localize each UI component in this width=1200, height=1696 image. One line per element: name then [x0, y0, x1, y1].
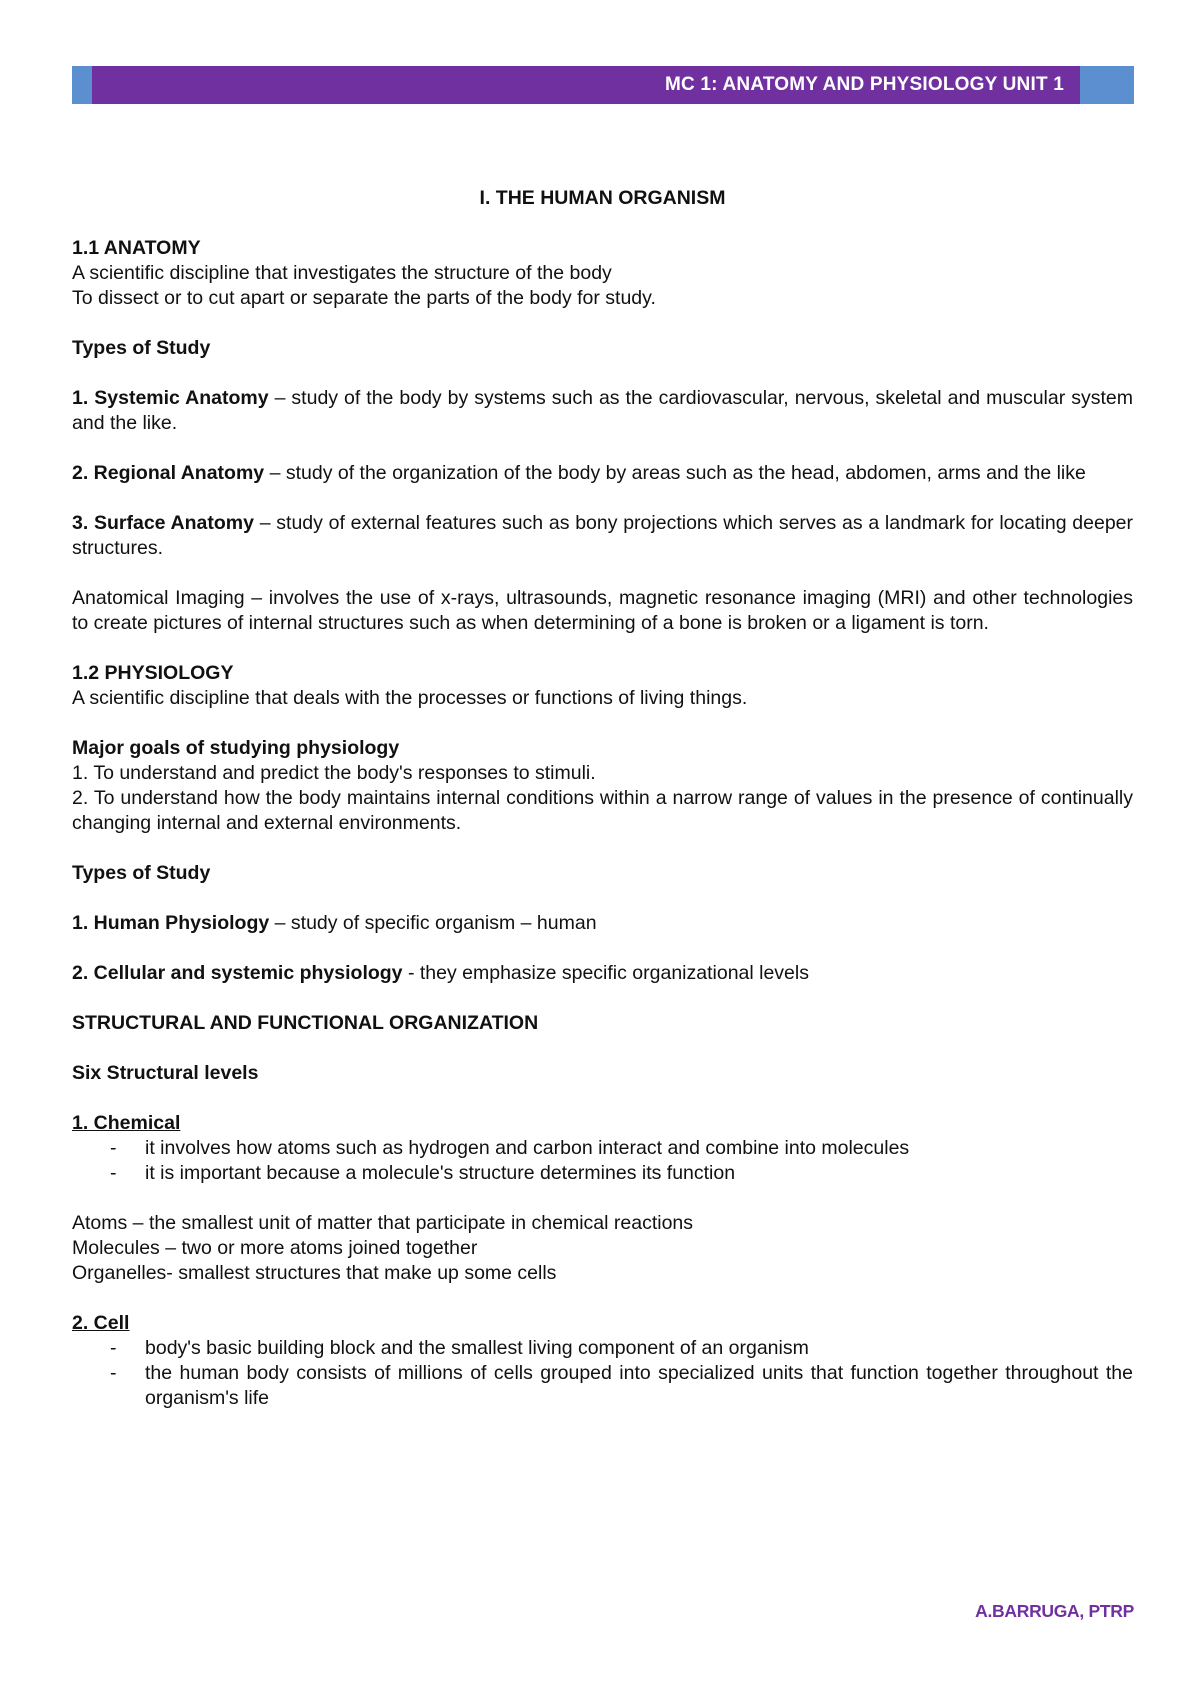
physiology-type-human [72, 911, 1133, 936]
physiology-goal-2: 2. To understand how the body maintains internal conditions within a narrow range of values in the presence of continually changing internal and external environments. [72, 787, 1133, 834]
dash-marker: - [110, 1137, 117, 1159]
anatomy-type-surface [72, 511, 1133, 561]
anatomy-dissect: To dissect or to cut apart or separate the parts of the body for study. [72, 287, 656, 309]
list-item [72, 1136, 1133, 1161]
anatomy-definition: A scientific discipline that investigates the structure of the body [72, 262, 612, 284]
description: – study of the organization of the body by areas such as the head, abdomen, arms and the like [264, 462, 1086, 484]
anatomy-type-systemic [72, 386, 1133, 436]
physiology-type-cellular [72, 961, 1133, 986]
document-body [72, 186, 1133, 1411]
structural-heading: STRUCTURAL AND FUNCTIONAL ORGANIZATION [72, 1012, 539, 1034]
definition-organelles: Organelles- smallest structures that make up some cells [72, 1262, 557, 1284]
document-title: I. THE HUMAN ORGANISM [479, 187, 726, 209]
bullet-text: it involves how atoms such as hydrogen and carbon interact and combine into molecules [145, 1137, 910, 1159]
footer-author: A.BARRUGA, PTRP [975, 1601, 1134, 1621]
level-cell-heading: 2. Cell [72, 1312, 130, 1334]
term: 1. Systemic Anatomy [72, 387, 269, 409]
header-bar [72, 66, 1134, 104]
header-accent-right [1080, 66, 1134, 104]
definition-atoms: Atoms – the smallest unit of matter that participate in chemical reactions [72, 1212, 694, 1234]
term: 3. Surface Anatomy [72, 512, 254, 534]
anatomical-imaging: Anatomical Imaging – involves the use of x-rays, ultrasounds, magnetic resonance imaging (MRI) and other technologies to create pictures of internal structures such as when determining of a bone is broken or a ligament is torn. [72, 587, 1133, 634]
level-chemical-heading: 1. Chemical [72, 1112, 181, 1134]
structural-levels-heading: Six Structural levels [72, 1062, 259, 1084]
header-title: MC 1: ANATOMY AND PHYSIOLOGY UNIT 1 [664, 74, 1064, 95]
description: – study of external features such as bony projections which serves as a landmark for locating deeper structures. [72, 512, 1134, 559]
dash-marker: - [110, 1337, 117, 1359]
anatomy-type-regional [72, 461, 1133, 486]
definition-molecules: Molecules – two or more atoms joined together [72, 1237, 478, 1259]
physiology-heading: 1.2 PHYSIOLOGY [72, 662, 234, 684]
term: 1. Human Physiology [72, 912, 270, 934]
description: – study of the body by systems such as the cardiovascular, nervous, skeletal and muscular system and the like. [72, 387, 1133, 434]
physiology-definition: A scientific discipline that deals with the processes or functions of living things. [72, 687, 748, 709]
physiology-goals-heading: Major goals of studying physiology [72, 737, 400, 759]
chemical-bullets [72, 1136, 1133, 1186]
anatomy-types-heading: Types of Study [72, 337, 211, 359]
term: 2. Cellular and systemic physiology [72, 962, 403, 984]
description: – study of specific organism – human [269, 912, 597, 934]
list-item [72, 1161, 1133, 1186]
cell-bullets [72, 1336, 1133, 1411]
anatomy-heading: 1.1 ANATOMY [72, 237, 201, 259]
bullet-text: body's basic building block and the smallest living component of an organism [145, 1337, 809, 1359]
list-item [72, 1361, 1133, 1411]
term: 2. Regional Anatomy [72, 462, 265, 484]
header-accent-left [72, 66, 92, 104]
physiology-types-heading: Types of Study [72, 862, 211, 884]
dash-marker: - [110, 1162, 117, 1184]
description: - they emphasize specific organizational levels [402, 962, 809, 984]
bullet-text: the human body consists of millions of cells grouped into specialized units that function together throughout the organism's life [145, 1362, 1133, 1409]
bullet-text: it is important because a molecule's structure determines its function [145, 1162, 736, 1184]
physiology-goal-1: 1. To understand and predict the body's responses to stimuli. [72, 762, 596, 784]
dash-marker: - [110, 1362, 117, 1384]
list-item [72, 1336, 1133, 1361]
